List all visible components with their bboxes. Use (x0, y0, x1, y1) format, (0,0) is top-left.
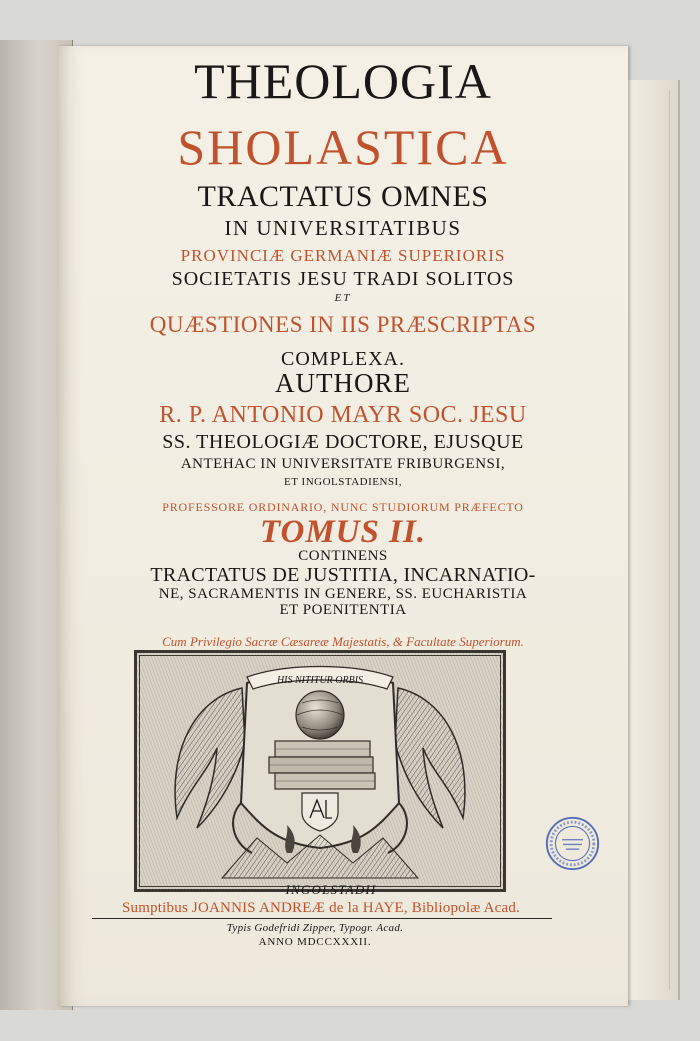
library-stamp-icon (544, 815, 601, 872)
contents-line: NE, SACRAMENTIS IN GENERE, SS. EUCHARISTIA (158, 586, 528, 602)
title-page (58, 46, 628, 1006)
author-title-red: PROFESSORE ORDINARIO, NUNC STUDIORUM PRÆFECTO (162, 500, 524, 514)
imprint-publisher: Sumptibus JOANNIS ANDREÆ de la HAYE, Bibliopolæ Acad. (122, 900, 520, 916)
contents-heading: CONTINENS (298, 548, 388, 564)
author-title: ANTEHAC IN UNIVERSITATE FRIBURGENSI, (180, 456, 506, 472)
author-name: R. P. ANTONIO MAYR SOC. JESU (159, 402, 527, 428)
vignette-engraving-icon (137, 653, 503, 889)
vignette-motto: HIS NITITUR ORBIS (276, 675, 364, 686)
title-line-sholastica: SHOLASTICA (177, 119, 509, 175)
subtitle-line-red: PROVINCIÆ GERMANIÆ SUPERIORIS (180, 246, 506, 265)
imprint-printer: Typis Godefridi Zipper, Typogr. Acad. (226, 922, 404, 934)
vignette-engraving (134, 650, 506, 892)
author-heading: AUTHORE (275, 368, 411, 398)
imprint-rule (92, 918, 552, 919)
title-line-theologia: THEOLOGIA (194, 53, 492, 109)
author-title: ET INGOLSTADIENSI, (284, 476, 402, 488)
imprint-year: ANNO MDCCXXXII. (258, 936, 372, 948)
subtitle-line: IN UNIVERSITATIBUS (224, 216, 462, 240)
volume-label: TOMUS II. (259, 514, 427, 550)
author-title: SS. THEOLOGIÆ DOCTORE, EJUSQUE (162, 431, 524, 453)
subtitle-line-red: QUÆSTIONES IN IIS PRÆSCRIPTAS (149, 312, 537, 337)
subtitle-line: SOCIETATIS JESU TRADI SOLITOS (171, 268, 515, 290)
contents-line: TRACTATUS DE JUSTITIA, INCARNATIO- (150, 564, 536, 586)
subtitle-line: TRACTATUS OMNES (197, 180, 489, 213)
imprint-place: INGOLSTADII (285, 882, 377, 897)
conjunction-et: ET (334, 292, 352, 304)
contents-line: ET POENITENTIA (279, 602, 407, 618)
subtitle-line: COMPLEXA. (280, 348, 405, 370)
privilege-line: Cum Privilegio Sacræ Cæsareæ Majestatis, & Facultate Superiorum. (162, 634, 524, 649)
